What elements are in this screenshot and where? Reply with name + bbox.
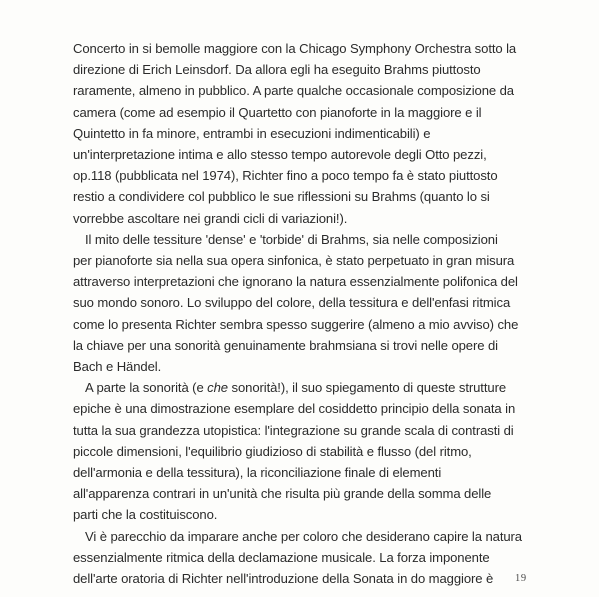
text-line <box>73 335 533 356</box>
text-segment: A parte la sonorità (e <box>85 380 208 396</box>
text-segment: Quintetto in fa minore, entrambi in esecuzioni indimenticabili) e <box>73 125 431 141</box>
text-segment: un'interpretazione intima e allo stesso tempo autorevole degli Otto pezzi, <box>73 147 487 163</box>
text-segment: dell'armonia e della tessitura), la riconciliazione finale di elementi <box>73 465 442 481</box>
text-line <box>73 441 533 462</box>
text-line <box>73 271 533 292</box>
text-segment: Vi è parecchio da imparare anche per coloro che desiderano capire la natura <box>85 528 522 544</box>
text-segment: attraverso interpretazioni che ignorano la natura essenzialmente polifonica del <box>73 274 518 290</box>
text-line <box>73 292 533 313</box>
text-segment: all'apparenza contrari in un'unità che risulta più grande della somma delle <box>73 486 492 502</box>
text-line <box>73 102 533 123</box>
text-segment: suo mondo sonoro. Lo sviluppo del colore, della tessitura e dell'enfasi ritmica <box>73 295 511 311</box>
page-number: 19 <box>515 573 527 584</box>
text-line <box>73 356 533 377</box>
text-line <box>73 526 533 547</box>
text-segment: Bach e Händel. <box>73 359 162 375</box>
text-segment: op.118 (pubblicata nel 1974), Richter fino a poco tempo fa è stato piuttosto <box>73 168 498 184</box>
text-segment: epiche è una dimostrazione esemplare del cosiddetto principio della sonata in <box>73 401 516 417</box>
text-line <box>73 462 533 483</box>
text-line <box>73 483 533 504</box>
text-line <box>73 208 533 229</box>
text-segment: sonorità!), il suo spiegamento di queste strutture <box>227 380 507 396</box>
text-segment: raramente, almeno in pubblico. A parte qualche occasionale composizione da <box>73 83 514 99</box>
italic-word: che <box>207 380 228 396</box>
text-line <box>73 377 533 398</box>
text-line <box>73 59 533 80</box>
text-segment: la chiave per una sonorità genuinamente brahmsiana si trovi nelle opere di <box>73 337 498 353</box>
text-line <box>73 186 533 207</box>
text-segment: restio a condividere col pubblico le sue riflessioni su Brahms (quanto lo si <box>73 189 490 205</box>
text-line <box>73 568 533 589</box>
text-line <box>73 38 533 59</box>
text-line <box>73 314 533 335</box>
text-segment: dell'arte oratoria di Richter nell'introduzione della Sonata in do maggiore è <box>73 571 494 587</box>
text-line <box>73 250 533 271</box>
text-segment: vorrebbe ascoltare nei grandi cicli di variazioni!). <box>73 210 348 226</box>
text-line <box>73 165 533 186</box>
text-segment: parti che la costituiscono. <box>73 507 218 523</box>
text-segment: essenzialmente ritmica della declamazione musicale. La forza imponente <box>73 549 490 565</box>
page-body-text <box>73 38 533 589</box>
text-segment: Concerto in si bemolle maggiore con la Chicago Symphony Orchestra sotto la <box>73 41 517 56</box>
text-segment: direzione di Erich Leinsdorf. Da allora egli ha eseguito Brahms piuttosto <box>73 62 481 78</box>
text-line <box>73 80 533 101</box>
text-line <box>73 398 533 419</box>
text-line <box>73 229 533 250</box>
text-segment: tutta la sua grandezza utopistica: l'integrazione su grande scala di contrasti di <box>73 422 514 438</box>
text-segment: per pianoforte sia nella sua opera sinfonica, è stato perpetuato in gran misura <box>73 253 515 269</box>
text-line <box>73 123 533 144</box>
text-line <box>73 547 533 568</box>
text-segment: Il mito delle tessiture 'dense' e 'torbide' di Brahms, sia nelle composizioni <box>85 231 498 247</box>
text-segment: come lo presenta Richter sembra spesso suggerire (almeno a mio avviso) che <box>73 316 519 332</box>
text-segment: piccole dimensioni, l'equilibrio giudizioso di stabilità e flusso (del ritmo, <box>73 443 472 459</box>
text-line <box>73 144 533 165</box>
text-segment: camera (come ad esempio il Quartetto con pianoforte in la maggiore e il <box>73 104 482 120</box>
text-line <box>73 420 533 441</box>
text-line <box>73 504 533 525</box>
